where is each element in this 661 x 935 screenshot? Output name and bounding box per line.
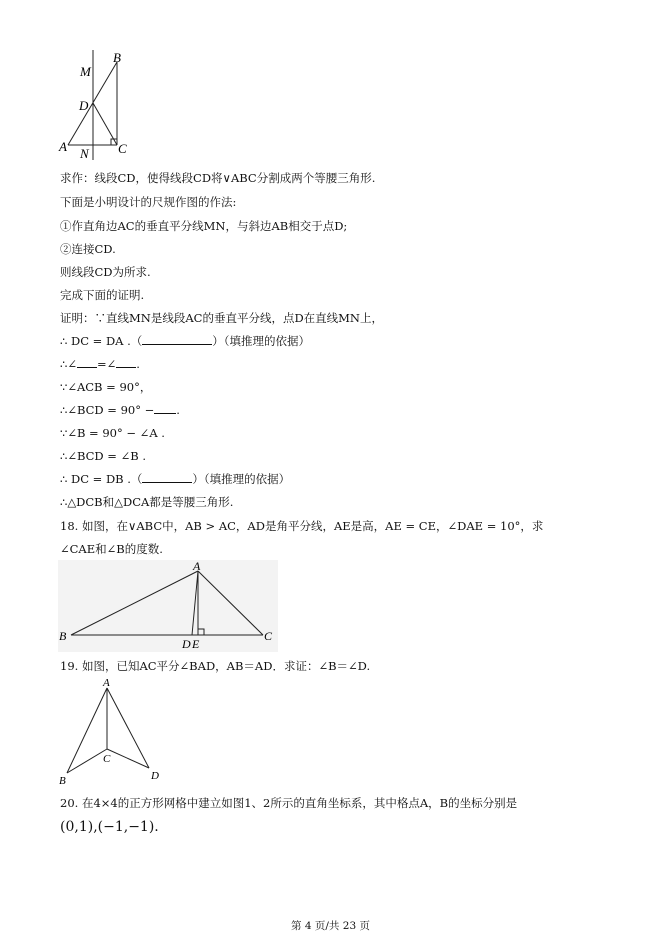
text-line: ∴∠BCD = ∠B .	[60, 449, 146, 463]
text-line: ①作直角边AC的垂直平分线MN，与斜边AB相交于点D;	[60, 219, 348, 233]
label-a: A	[59, 139, 67, 154]
text-line: 下面是小明设计的尺规作图的作法:	[60, 195, 237, 209]
text-line: ∴△DCB和△DCA都是等腰三角形.	[60, 495, 234, 509]
label-n: N	[80, 146, 89, 161]
answer-blank[interactable]	[142, 333, 212, 345]
label-a: A	[193, 560, 201, 573]
label-b: B	[113, 50, 121, 65]
label-b: B	[59, 775, 66, 787]
text-line: 证明：∵直线MN是线段AC的垂直平分线，点D在直线MN上，	[60, 311, 383, 325]
figure-3-kite	[58, 676, 168, 788]
label-d: D	[182, 637, 191, 651]
answer-blank[interactable]	[154, 402, 176, 414]
label-b: B	[59, 629, 67, 643]
label-e: E	[192, 637, 200, 651]
text-line: 求作：线段CD，使得线段CD将∨ABC分割成两个等腰三角形.	[60, 171, 376, 185]
page-footer: 第 4 页/共 23 页	[291, 920, 370, 932]
question-18-line-2: ∠CAE和∠B的度数.	[60, 542, 163, 556]
figure-2-triangle	[58, 560, 278, 652]
figure-1-right-triangle	[55, 48, 145, 163]
proof-line-bcd: ∴∠BCD = 90° − .	[60, 403, 180, 417]
label-d: D	[79, 98, 89, 113]
text-line: ②连接CD.	[60, 242, 116, 256]
proof-line-dc-db: ∴ DC = DB .（ ）（填推理的依据）	[60, 472, 291, 486]
answer-blank[interactable]	[77, 356, 97, 368]
answer-blank[interactable]	[142, 471, 192, 483]
text-line: ∵∠B = 90° − ∠A .	[60, 426, 165, 440]
question-20-line-1: 20. 在4×4的正方形网格中建立如图1、2所示的直角坐标系，其中格点A，B的坐标分别是	[60, 796, 518, 810]
text-line: ∵∠ACB = 90°，	[60, 380, 152, 394]
label-c: C	[103, 753, 111, 765]
label-d: D	[151, 770, 159, 782]
label-c: C	[118, 141, 127, 156]
proof-line-angles: ∴∠ =∠ .	[60, 357, 140, 371]
text-line: 完成下面的证明.	[60, 288, 145, 302]
label-a: A	[103, 677, 110, 689]
proof-line-dc-da: ∴ DC = DA .（ ）（填推理的依据）	[60, 334, 311, 348]
text-line: 则线段CD为所求.	[60, 265, 151, 279]
label-m: M	[80, 64, 91, 79]
label-c: C	[264, 629, 273, 643]
answer-blank[interactable]	[116, 356, 136, 368]
question-19-text: 19. 如图，已知AC平分∠BAD，AB＝AD．求证：∠B＝∠D.	[60, 659, 371, 673]
question-20-line-2: (0,1),(−1,−1).	[60, 819, 159, 835]
question-18-line-1: 18. 如图，在∨ABC中，AB > AC，AD是角平分线，AE是高，AE = CE，∠DAE = 10°，求	[60, 519, 544, 533]
